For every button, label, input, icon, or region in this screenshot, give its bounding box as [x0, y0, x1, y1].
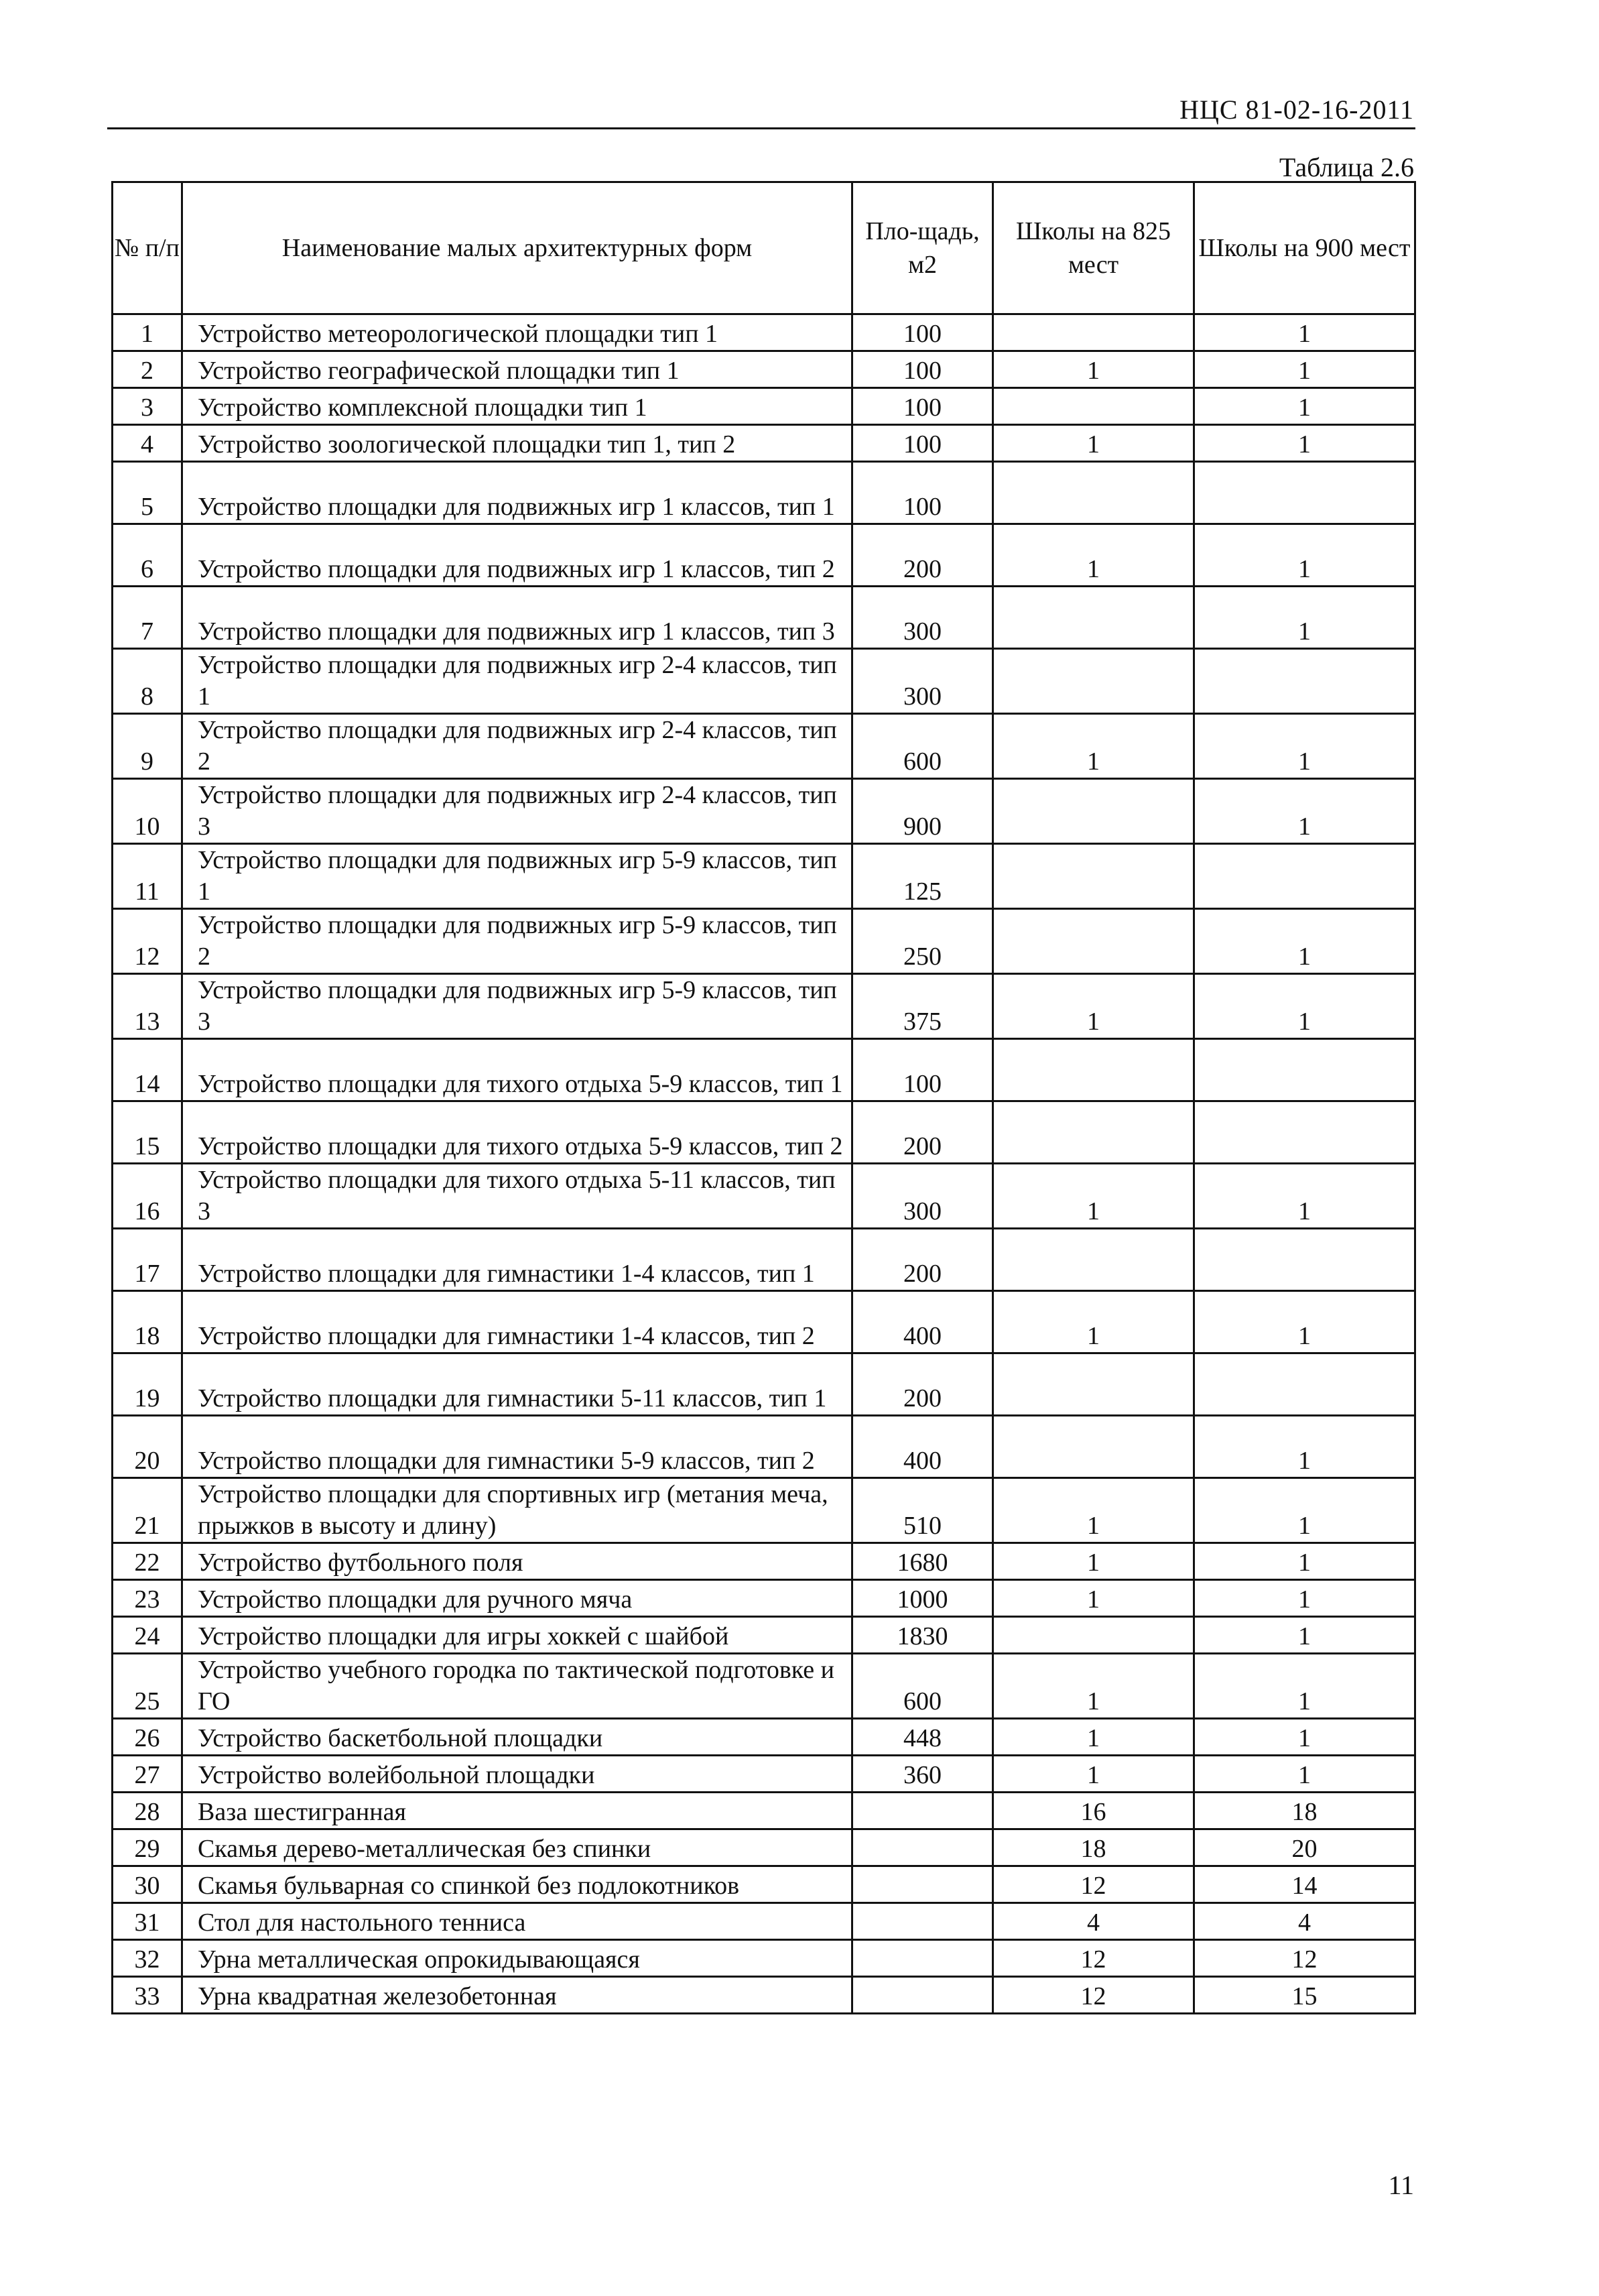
item-name: Устройство площадки для подвижных игр 2-4 классов, тип 2	[182, 714, 852, 779]
table-row	[113, 1164, 1415, 1229]
school-900-count: 1	[1194, 1543, 1415, 1580]
row-number: 21	[113, 1478, 182, 1543]
school-825-count: 1	[993, 1291, 1194, 1353]
item-name: Устройство площадки для ручного мяча	[182, 1580, 852, 1617]
table-row	[113, 314, 1415, 351]
school-825-count: 1	[993, 351, 1194, 388]
school-900-count: 1	[1194, 1416, 1415, 1478]
table-header-row	[113, 182, 1415, 314]
item-area: 100	[852, 425, 993, 462]
school-900-count	[1194, 649, 1415, 714]
item-area: 200	[852, 1353, 993, 1416]
column-header-number: № п/п	[113, 182, 182, 314]
row-number: 11	[113, 844, 182, 909]
school-900-count: 1	[1194, 524, 1415, 587]
row-number: 8	[113, 649, 182, 714]
item-area: 510	[852, 1478, 993, 1543]
row-number: 23	[113, 1580, 182, 1617]
item-area	[852, 1940, 993, 1977]
school-900-count: 4	[1194, 1903, 1415, 1940]
school-825-count: 1	[993, 1756, 1194, 1793]
item-area: 200	[852, 1101, 993, 1164]
item-area	[852, 1866, 993, 1903]
table-row	[113, 714, 1415, 779]
school-825-count	[993, 1039, 1194, 1101]
table-row	[113, 1654, 1415, 1719]
item-name: Устройство футбольного поля	[182, 1543, 852, 1580]
school-825-count: 1	[993, 974, 1194, 1039]
row-number: 33	[113, 1977, 182, 2014]
small-architectural-forms-table	[111, 181, 1416, 2014]
row-number: 32	[113, 1940, 182, 1977]
row-number: 26	[113, 1719, 182, 1756]
school-825-count: 12	[993, 1940, 1194, 1977]
school-825-count: 1	[993, 1580, 1194, 1617]
row-number: 1	[113, 314, 182, 351]
item-name: Устройство площадки для гимнастики 5-11 классов, тип 1	[182, 1353, 852, 1416]
item-name: Устройство площадки для подвижных игр 1 классов, тип 3	[182, 587, 852, 649]
school-825-count	[993, 779, 1194, 844]
header-divider	[107, 127, 1415, 129]
school-900-count: 1	[1194, 1164, 1415, 1229]
item-name: Устройство волейбольной площадки	[182, 1756, 852, 1793]
row-number: 24	[113, 1617, 182, 1654]
item-area: 1830	[852, 1617, 993, 1654]
item-area: 375	[852, 974, 993, 1039]
table-row	[113, 1940, 1415, 1977]
school-825-count	[993, 909, 1194, 974]
row-number: 15	[113, 1101, 182, 1164]
row-number: 18	[113, 1291, 182, 1353]
table-row	[113, 779, 1415, 844]
school-900-count: 20	[1194, 1829, 1415, 1866]
item-name: Стол для настольного тенниса	[182, 1903, 852, 1940]
school-900-count	[1194, 1229, 1415, 1291]
school-825-count	[993, 388, 1194, 425]
item-area: 100	[852, 1039, 993, 1101]
item-name: Устройство зоологической площадки тип 1, тип 2	[182, 425, 852, 462]
row-number: 10	[113, 779, 182, 844]
school-900-count: 12	[1194, 1940, 1415, 1977]
item-area: 200	[852, 524, 993, 587]
row-number: 12	[113, 909, 182, 974]
item-area: 400	[852, 1416, 993, 1478]
item-area: 100	[852, 351, 993, 388]
item-name: Устройство комплексной площадки тип 1	[182, 388, 852, 425]
table-body	[113, 314, 1415, 2014]
item-area: 360	[852, 1756, 993, 1793]
row-number: 4	[113, 425, 182, 462]
table-row	[113, 974, 1415, 1039]
item-name: Устройство площадки для подвижных игр 2-4 классов, тип 3	[182, 779, 852, 844]
school-900-count: 1	[1194, 388, 1415, 425]
row-number: 9	[113, 714, 182, 779]
item-name: Устройство метеорологической площадки тип 1	[182, 314, 852, 351]
item-area: 400	[852, 1291, 993, 1353]
school-825-count: 12	[993, 1977, 1194, 2014]
item-name: Устройство площадки для тихого отдыха 5-9 классов, тип 2	[182, 1101, 852, 1164]
table-row	[113, 388, 1415, 425]
row-number: 16	[113, 1164, 182, 1229]
school-900-count: 1	[1194, 1756, 1415, 1793]
school-825-count	[993, 462, 1194, 524]
table-row	[113, 1793, 1415, 1829]
school-825-count	[993, 1229, 1194, 1291]
school-900-count: 1	[1194, 1719, 1415, 1756]
item-area: 900	[852, 779, 993, 844]
school-900-count: 1	[1194, 714, 1415, 779]
row-number: 3	[113, 388, 182, 425]
item-name: Устройство баскетбольной площадки	[182, 1719, 852, 1756]
item-area: 1000	[852, 1580, 993, 1617]
school-825-count: 18	[993, 1829, 1194, 1866]
school-825-count	[993, 1101, 1194, 1164]
table-row	[113, 587, 1415, 649]
column-header-area: Пло-щадь, м2	[852, 182, 993, 314]
item-name: Устройство площадки для подвижных игр 5-9 классов, тип 2	[182, 909, 852, 974]
table-row	[113, 1977, 1415, 2014]
item-name: Скамья дерево-металлическая без спинки	[182, 1829, 852, 1866]
row-number: 22	[113, 1543, 182, 1580]
item-area: 300	[852, 587, 993, 649]
item-area: 600	[852, 714, 993, 779]
item-area: 600	[852, 1654, 993, 1719]
column-header-school-825: Школы на 825 мест	[993, 182, 1194, 314]
item-area: 100	[852, 388, 993, 425]
table-row	[113, 649, 1415, 714]
table-row	[113, 462, 1415, 524]
table-row	[113, 1291, 1415, 1353]
school-825-count	[993, 587, 1194, 649]
item-name: Устройство площадки для игры хоккей с шайбой	[182, 1617, 852, 1654]
item-name: Урна квадратная железобетонная	[182, 1977, 852, 2014]
school-825-count	[993, 649, 1194, 714]
item-area: 1680	[852, 1543, 993, 1580]
item-area: 100	[852, 314, 993, 351]
school-900-count	[1194, 1039, 1415, 1101]
school-900-count: 14	[1194, 1866, 1415, 1903]
school-825-count: 1	[993, 425, 1194, 462]
school-900-count: 1	[1194, 1478, 1415, 1543]
table-row	[113, 1829, 1415, 1866]
table-row	[113, 425, 1415, 462]
table-row	[113, 1416, 1415, 1478]
item-area: 300	[852, 1164, 993, 1229]
item-area: 250	[852, 909, 993, 974]
school-900-count: 1	[1194, 1654, 1415, 1719]
school-825-count	[993, 1353, 1194, 1416]
table-row	[113, 844, 1415, 909]
page-number: 11	[1388, 2170, 1414, 2200]
table-row	[113, 1719, 1415, 1756]
school-900-count: 1	[1194, 909, 1415, 974]
table-row	[113, 1101, 1415, 1164]
table-row	[113, 1756, 1415, 1793]
item-name: Устройство площадки для тихого отдыха 5-9 классов, тип 1	[182, 1039, 852, 1101]
school-825-count	[993, 844, 1194, 909]
school-825-count	[993, 314, 1194, 351]
row-number: 20	[113, 1416, 182, 1478]
row-number: 31	[113, 1903, 182, 1940]
school-825-count: 1	[993, 714, 1194, 779]
item-area	[852, 1977, 993, 2014]
table-row	[113, 524, 1415, 587]
item-area: 125	[852, 844, 993, 909]
row-number: 19	[113, 1353, 182, 1416]
item-area: 300	[852, 649, 993, 714]
school-900-count: 1	[1194, 351, 1415, 388]
school-900-count: 1	[1194, 1580, 1415, 1617]
document-code: НЦС 81-02-16-2011	[1179, 95, 1414, 125]
school-825-count: 1	[993, 1478, 1194, 1543]
school-900-count: 1	[1194, 314, 1415, 351]
item-name: Устройство площадки для подвижных игр 1 классов, тип 2	[182, 524, 852, 587]
table-row	[113, 909, 1415, 974]
item-name: Устройство площадки для спортивных игр (метания меча, прыжков в высоту и длину)	[182, 1478, 852, 1543]
column-header-school-900: Школы на 900 мест	[1194, 182, 1415, 314]
item-name: Устройство площадки для подвижных игр 2-4 классов, тип 1	[182, 649, 852, 714]
item-area: 200	[852, 1229, 993, 1291]
row-number: 29	[113, 1829, 182, 1866]
row-number: 14	[113, 1039, 182, 1101]
table-row	[113, 1229, 1415, 1291]
table-caption: Таблица 2.6	[1279, 152, 1414, 182]
row-number: 27	[113, 1756, 182, 1793]
column-header-name: Наименование малых архитектурных форм	[182, 182, 852, 314]
row-number: 28	[113, 1793, 182, 1829]
item-name: Устройство площадки для тихого отдыха 5-11 классов, тип 3	[182, 1164, 852, 1229]
item-name: Устройство площадки для гимнастики 1-4 классов, тип 1	[182, 1229, 852, 1291]
school-900-count: 18	[1194, 1793, 1415, 1829]
school-825-count: 1	[993, 1654, 1194, 1719]
item-name: Устройство площадки для подвижных игр 1 классов, тип 1	[182, 462, 852, 524]
school-825-count: 4	[993, 1903, 1194, 1940]
item-area: 448	[852, 1719, 993, 1756]
table-row	[113, 1478, 1415, 1543]
row-number: 17	[113, 1229, 182, 1291]
school-825-count	[993, 1617, 1194, 1654]
item-name: Ваза шестигранная	[182, 1793, 852, 1829]
school-900-count	[1194, 1353, 1415, 1416]
school-825-count: 1	[993, 1543, 1194, 1580]
school-900-count: 15	[1194, 1977, 1415, 2014]
school-825-count: 1	[993, 524, 1194, 587]
table-row	[113, 1353, 1415, 1416]
item-name: Устройство площадки для подвижных игр 5-9 классов, тип 1	[182, 844, 852, 909]
table-row	[113, 1617, 1415, 1654]
row-number: 30	[113, 1866, 182, 1903]
school-825-count: 12	[993, 1866, 1194, 1903]
item-name: Скамья бульварная со спинкой без подлокотников	[182, 1866, 852, 1903]
school-900-count: 1	[1194, 1291, 1415, 1353]
table-row	[113, 1580, 1415, 1617]
school-900-count: 1	[1194, 425, 1415, 462]
item-name: Урна металлическая опрокидывающаяся	[182, 1940, 852, 1977]
item-area	[852, 1793, 993, 1829]
school-825-count: 1	[993, 1719, 1194, 1756]
item-name: Устройство географической площадки тип 1	[182, 351, 852, 388]
school-825-count: 16	[993, 1793, 1194, 1829]
school-900-count: 1	[1194, 779, 1415, 844]
item-name: Устройство площадки для гимнастики 1-4 классов, тип 2	[182, 1291, 852, 1353]
item-name: Устройство площадки для гимнастики 5-9 классов, тип 2	[182, 1416, 852, 1478]
row-number: 6	[113, 524, 182, 587]
school-900-count: 1	[1194, 974, 1415, 1039]
table-row	[113, 351, 1415, 388]
row-number: 2	[113, 351, 182, 388]
item-area	[852, 1903, 993, 1940]
table-row	[113, 1039, 1415, 1101]
school-900-count: 1	[1194, 587, 1415, 649]
row-number: 13	[113, 974, 182, 1039]
table-row	[113, 1903, 1415, 1940]
row-number: 5	[113, 462, 182, 524]
table-row	[113, 1866, 1415, 1903]
school-900-count: 1	[1194, 1617, 1415, 1654]
item-name: Устройство площадки для подвижных игр 5-9 классов, тип 3	[182, 974, 852, 1039]
row-number: 25	[113, 1654, 182, 1719]
school-900-count	[1194, 462, 1415, 524]
table-row	[113, 1543, 1415, 1580]
item-name: Устройство учебного городка по тактической подготовке и ГО	[182, 1654, 852, 1719]
school-900-count	[1194, 844, 1415, 909]
item-area	[852, 1829, 993, 1866]
school-825-count	[993, 1416, 1194, 1478]
row-number: 7	[113, 587, 182, 649]
school-825-count: 1	[993, 1164, 1194, 1229]
school-900-count	[1194, 1101, 1415, 1164]
item-area: 100	[852, 462, 993, 524]
